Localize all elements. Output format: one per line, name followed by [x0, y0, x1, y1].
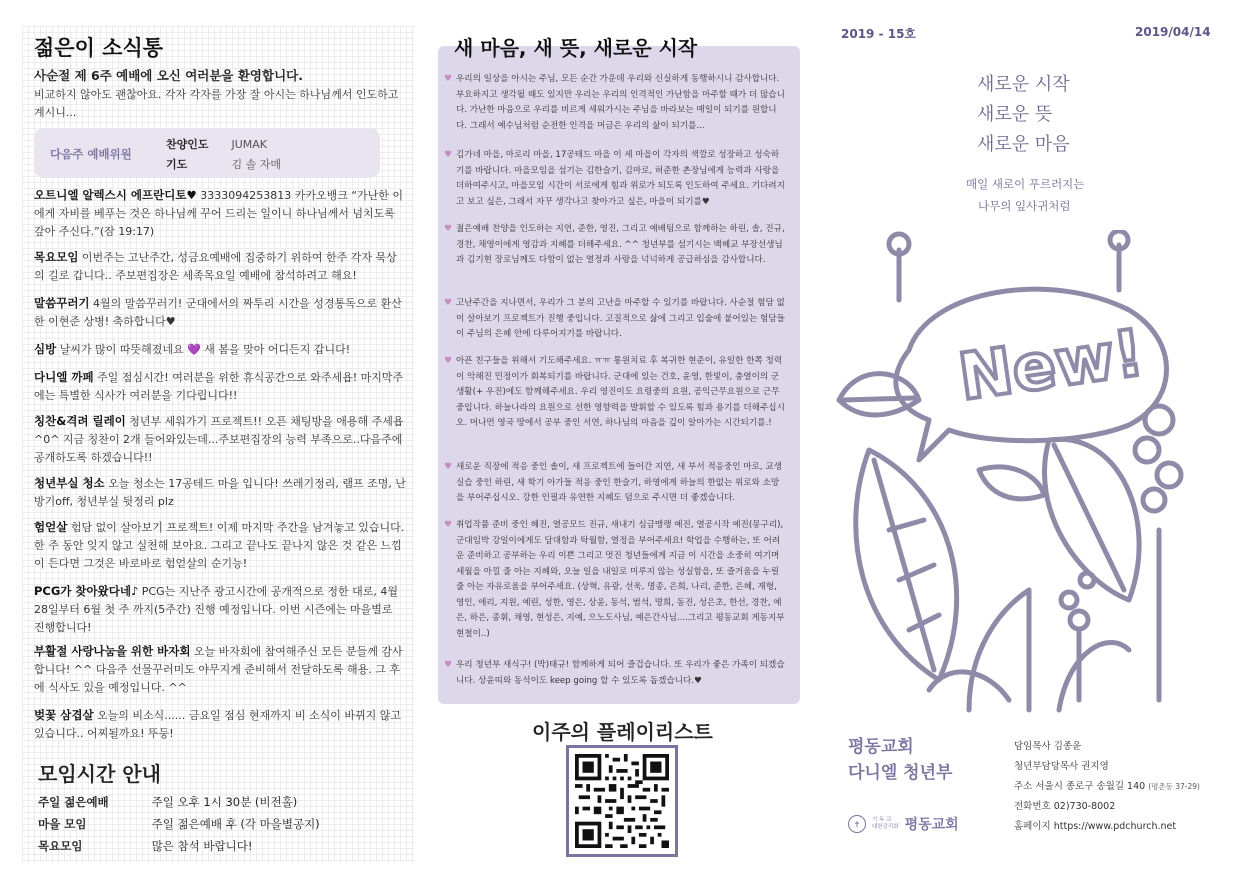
news-item-body: 날씨가 많이 따뜻해졌네요 💜 새 봄을 맞아 어디든지 갑니다! — [56, 343, 351, 356]
schedule-row — [38, 794, 297, 810]
issue-date: 2019/04/14 — [1135, 25, 1211, 39]
news-item-body: 이번주는 고난주간, 성금요예배에 집중하기 위하여 한주 각자 묵상의 길로 갑니다.. 주보편집장은 세족목요일 예배에 참석하려고 해요! — [34, 251, 397, 282]
news-item-title: 오트니엘 알렉스시 에프란디토♥ — [34, 188, 197, 202]
address-sub: (평촌동 37-29) — [1148, 782, 1200, 791]
prayer-paragraph — [444, 72, 786, 134]
youth-pastor-info: 청년부담당목사 권지영 — [1014, 761, 1109, 772]
heart-icon: ♥ — [444, 224, 453, 234]
news-item — [34, 248, 406, 285]
prayer-text: 아픈 친구들을 위해서 기도해주세요. ㅠㅠ 통원치료 후 복귀한 현준이, 유일한 한쪽 청력이 악해진 민정이가 회복되기를 바랍니다. 군대에 있는 건호, 윤영, 한빛이, 충열이의 군생활(+ 우진)에도 함께해주세요. 우리 영진이도 요령중의 요원, 공익근무요원으로 근무 중입니다. 하늘나라의 요원으로 선한 영향력을 발휘할 수 있도록 힘과 용기를 더해주십시오. 머나먼 영국 땅에서 공부 중인 서연, 하나님의 마음을 깊이 알아가는 시간되기를.! — [456, 356, 785, 428]
news-item — [34, 186, 406, 241]
church-logo — [848, 814, 959, 834]
handwritten-line: 새로운 시작 — [977, 74, 1070, 95]
schedule-row — [38, 838, 252, 854]
heart-icon: ♥ — [444, 150, 453, 160]
prayer-paragraph — [444, 354, 786, 432]
address-text: 주소 서울시 종로구 송월길 140 — [1014, 781, 1146, 792]
church-name-block — [848, 734, 952, 786]
news-item — [34, 294, 406, 331]
news-item — [34, 474, 406, 511]
news-item — [34, 412, 406, 467]
prayer-text: 고난주간을 지나면서, 우리가 그 분의 고난을 마주할 수 있기를 바랍니다. 사순절 험담 없이 살아보기 프로젝트가 진행 중입니다. 고질적으로 삶에 그리고 입술에 붙어있는 험담들이 주님의 은혜 안에 다루어지기를 바랍니다. — [456, 298, 785, 339]
handwritten-line: 새로운 뜻 — [977, 104, 1053, 125]
heart-icon: ♥ — [444, 298, 453, 308]
prayer-paragraph — [444, 296, 786, 343]
church-name: 평동교회 — [848, 737, 914, 757]
news-item-body: 험담 없이 살아보기 프로젝트! 이제 마지막 주간을 남겨놓고 있습니다. 한 주 동안 잊지 않고 실천해 보아요. 그리고 끝나도 끝나지 않은 것 같은 느낌이 든다면 그것은 바로바로 험얻살의 순기능! — [34, 521, 405, 570]
news-item — [34, 706, 406, 743]
news-item — [34, 642, 406, 697]
new-leaves-illustration — [829, 230, 1195, 714]
pastor-info: 담임목사 김종윤 — [1014, 741, 1082, 752]
welcome-body: 비교하지 않아도 괜찮아요. 각자 각자를 가장 잘 아시는 하나님께서 인도하고 계시니... — [34, 88, 399, 119]
news-item — [34, 368, 406, 405]
prayer-paragraph — [444, 658, 786, 689]
schedule-title: 모임시간 안내 — [38, 762, 161, 786]
news-item-title: 다니엘 까페 — [34, 370, 94, 384]
prayer-row — [166, 156, 281, 172]
news-item-title: 부활절 사랑나눔을 위한 바자회 — [34, 644, 191, 658]
schedule-value: 많은 참석 바랍니다! — [151, 839, 253, 853]
prayer-text: 김가네 마을, 마로리 마을, 17공테드 마을 이 세 마을이 각자의 색깔로 성장하고 성숙하기를 바랍니다. 마을모임을 섬기는 김한슬기, 김마로, 허준한 촌장님에게 능력과 사랑을 더하여주시고, 마을모임 시간이 서로에게 힘과 위로가 되도록 인도하여 주세요. 기다려지고 보고 싶은, 그래서 자꾸 생각나고 찾아가고 싶은, 마을이 되기를♥ — [456, 150, 785, 207]
news-item-title: 칭찬&격려 릴레이 — [34, 414, 126, 428]
schedule-row — [38, 816, 320, 832]
schedule-key: 주일 젊은예배 — [38, 795, 109, 809]
new-illustration-text: New! — [954, 316, 1149, 416]
schedule-value: 주일 젊은예배 후 (각 마을별공지) — [151, 817, 320, 831]
issue-number: 2019 - 15호 — [841, 27, 917, 41]
news-item — [34, 518, 406, 573]
playlist-qr-code[interactable] — [566, 745, 678, 857]
heart-icon: ♥ — [444, 74, 453, 84]
news-item-body: 오늘 청소는 17공테드 마을 입니다! 쓰레기정리, 램프 조명, 난방기off, 청년부실 뒷정리 plz — [34, 477, 406, 508]
news-column — [22, 26, 414, 862]
prayer-paragraph — [444, 222, 786, 269]
news-item-title: 목요모임 — [34, 250, 79, 264]
qr-code-icon — [575, 754, 669, 848]
church-seal-icon: ✝ — [848, 815, 866, 833]
news-item — [34, 582, 406, 637]
news-item-body: PCG는 지난주 광고시간에 공개적으로 정한 대로, 4월 28일부터 6월 첫 주 까지(5주간) 진행 예정입니다. 이번 시즌에는 마을별로 진행합니다! — [34, 585, 399, 634]
prayer-paragraph — [444, 148, 786, 210]
news-section-title: 젊은이 소식통 — [34, 36, 164, 60]
news-item-body: 4월의 말씀꾸러기! 군대에서의 짜투리 시간을 성경통독으로 환산한 이현준 상병! 축하합니다♥ — [34, 297, 402, 328]
handwritten-line: 나무의 잎사귀처럼 — [978, 199, 1071, 213]
news-item-title: 심방 — [34, 342, 57, 356]
prayer-text: 새로운 직장에 적응 중인 솔이, 새 프로젝트에 들어간 지연, 새 부서 적응중인 마로, 교생실습 중인 하린, 새 학기 아가들 적응 중인 한슬기, 하영에게 하늘의 한없는 위로와 소망을 부어주십시오. 강한 인필과 유연한 지혜도 덤으로 주시면 더 좋겠습니다. — [456, 462, 782, 503]
youth-department-name: 다니엘 청년부 — [848, 763, 953, 783]
logo-small-line: 대한감리회 — [872, 824, 899, 830]
logo-small-line: 기 독 교 — [872, 817, 892, 823]
phone-info: 전화번호 02)730-8002 — [1014, 801, 1116, 812]
schedule-key: 마을 모임 — [38, 817, 87, 831]
next-week-committee-box — [34, 128, 380, 178]
next-week-label: 다음주 예배위원 — [50, 147, 132, 161]
news-item-body: 3333094253813 카카오뱅크 “가난한 이에게 자비를 베푸는 것은 하나님께 꾸어 드리는 일이니 하나님께서 넘치도록 갚아 주신다.”(잠 19:17) — [34, 189, 404, 238]
news-item-title: 험얻살 — [34, 520, 68, 534]
prayer-text: 우리 청년부 새식구! (박)태규! 함께하게 되어 즐겁습니다. 또 우리가 좋은 가족이 되겠습니다. 상윤띠와 동석이도 keep going 할 수 있도록 돕겠습니다.♥ — [456, 660, 785, 686]
schedule-key: 목요모임 — [38, 839, 83, 853]
playlist-title: 이주의 플레이리스트 — [532, 720, 713, 744]
news-item-title: 벚꽃 삼겹살 — [34, 708, 94, 722]
news-item — [34, 340, 406, 359]
prayer-box — [438, 46, 800, 704]
news-item-title: PCG가 찾아왔다네♪ — [34, 584, 139, 598]
heart-icon: ♥ — [444, 462, 453, 472]
news-item-body: 오늘 바자회에 참여해주신 모든 분들께 감사합니다! ^^ 다음주 선물꾸러미도 야무지게 준비해서 전달하도록 해용. 그 후에 식사도 있을 예정입니다. ^^ — [34, 645, 403, 694]
handwritten-line: 매일 새로이 푸르러지는 — [966, 177, 1085, 191]
prayer-text: 취업작품 준비 중인 혜진, 열공모드 진규, 새내기 심금맹랭 예진, 열공시작 예진(몽구리), 군대임박 강일이에게도 담대함과 탁월함, 열정을 부어주세요! 학업을 수행하는, 또 어려운 준비하고 공부하는 우리 이쁜 그리고 멋진 청년들에게 지금 이 시간을 소중히 여기며 세월을 아낄 줄 아는 지혜와, 오늘 일을 내일로 미루지 않는 성실함을, 또 즐거움을 누릴 줄 아는 자유로움을 부어주세요. (상혁, 유광, 선욱, 명종, 은희, 나리, 준한, 은혜, 재형, 영인, 애리, 지원, 예린, 성한, 영은, 상윤, 동석, 범석, 명희, 동진, 성은초, 한선, 경찬, 예은, 하은, 종휘, 채영, 현성은, 지예, 으노도사님, 예은간사님....그리고 평동교회 게동지부 현철이..) — [456, 520, 785, 639]
news-item-title: 청년부실 청소 — [34, 476, 105, 490]
welcome-title: 사순절 제 6주 예배에 오신 여러분을 환영합니다. — [34, 68, 303, 83]
handwritten-line: 새로운 마음 — [977, 134, 1070, 155]
homepage-link[interactable]: 홈페이지 https://www.pdchurch.net — [1014, 821, 1177, 832]
worship-leader-value: JUMAK — [231, 138, 268, 151]
news-item-body: 청년부 세워가기 프로젝트!! 오픈 채팅방을 애용해 주세욥 ^0^ 지금 칭찬이 2개 들어와있는데...주보편집장의 능력 부족으로..다음주에 공개하도록 하겠습니다!! — [34, 415, 404, 464]
logo-church-name: 평동교회 — [904, 817, 959, 833]
prayer-key: 기도 — [166, 158, 188, 171]
heart-icon: ♥ — [444, 660, 453, 670]
news-item-body: 오늘의 비소식...... 금요일 점심 현재까지 비 소식이 바뀌지 않고 있습니다.. 어찌될까요! 뚜둥! — [34, 709, 402, 740]
prayer-paragraph — [444, 518, 786, 642]
heart-icon: ♥ — [444, 356, 453, 366]
prayer-value: 김 솔 자매 — [231, 158, 281, 171]
heart-icon: ♥ — [444, 520, 453, 530]
prayer-section-title: 새 마음, 새 뜻, 새로운 시작 — [454, 36, 698, 60]
worship-leader-row — [166, 136, 267, 152]
prayer-text: 우리의 일상을 아시는 주님, 모든 순간 가운데 우리와 신실하게 동행하시니 감사합니다. 부요하지고 생각될 때도 있지만 우리는 우리의 인격적인 가난함을 마주할 때가 더 많습니다. 가난한 마음으로 우리를 비르게 세워가시는 주님을 바라보는 매일이 되기를 원합니다. 그래서 예수님처럼 순전한 인격을 머금은 우리의 삶이 되기를... — [456, 74, 785, 131]
prayer-text: 젊은예배 찬양을 인도하는 지연, 준한, 영진, 그리고 예배팀으로 함께하는 하린, 솔, 진규, 경찬, 채영이에게 영감과 지혜를 더해주세요. ^^ 청년부를 섬기시는 백혜교 부장선생님과 김기현 장로님께도 다함이 없는 열정과 사랑을 넉넉하게 공급하심을 감사합니다. — [456, 224, 785, 265]
news-item-body: 주일 점심시간! 여러분을 위한 휴식공간으로 와주세욥! 마지막주에는 특별한 식사가 여러분을 기다립니다!! — [34, 371, 404, 402]
address-info — [1014, 778, 1200, 792]
schedule-value: 주일 오후 1시 30분 (비전홀) — [151, 795, 298, 809]
news-item-title: 말씀꾸러기 — [34, 296, 90, 310]
prayer-paragraph — [444, 460, 786, 507]
worship-leader-key: 찬양인도 — [166, 138, 209, 151]
